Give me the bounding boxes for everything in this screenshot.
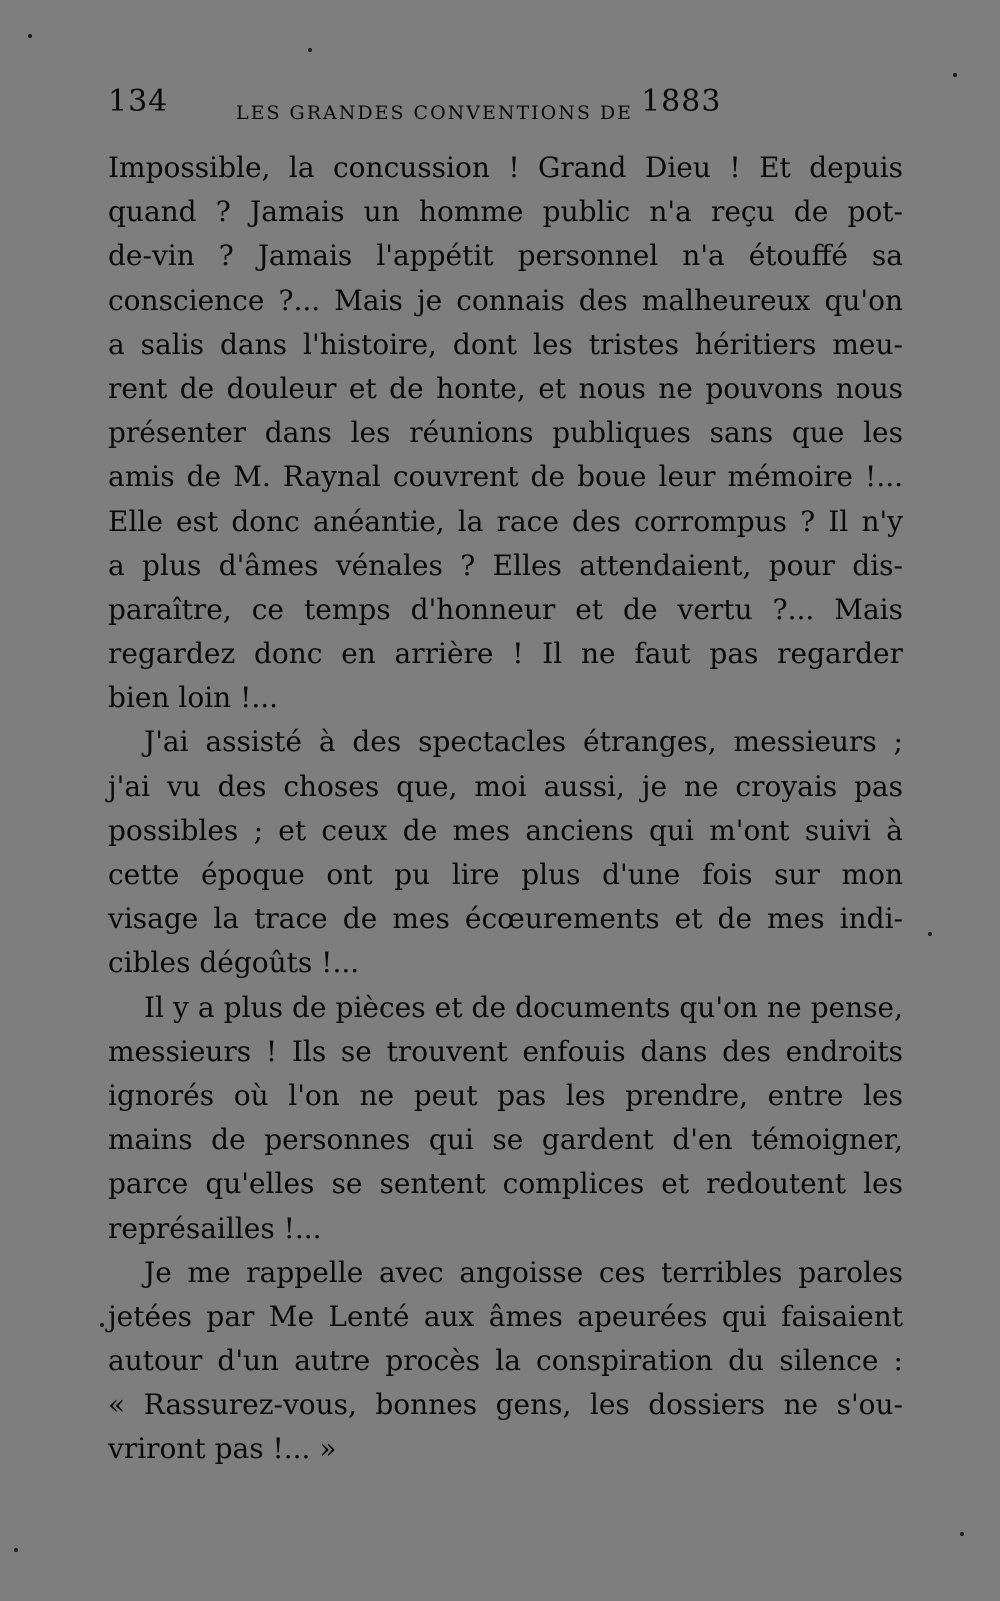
text-line: parce qu'elles se sentent complices et redoutent les xyxy=(108,1167,903,1201)
text-line: J'ai assisté à des spectacles étranges, messieurs ; xyxy=(144,725,903,759)
scan-speck xyxy=(28,34,32,38)
text-line: a salis dans l'histoire, dont les tristes héritiers meu- xyxy=(108,327,903,361)
text-line: vriront pas !... » xyxy=(108,1432,337,1466)
text-line: messieurs ! Ils se trouvent enfouis dans des endroits xyxy=(108,1034,903,1068)
text-line: représailles !... xyxy=(108,1211,322,1245)
scan-speck xyxy=(953,73,957,77)
page-header xyxy=(108,84,798,124)
text-line: a plus d'âmes vénales ? Elles attendaient, pour dis- xyxy=(108,548,903,582)
text-line: mains de personnes qui se gardent d'en témoigner, xyxy=(108,1123,903,1157)
text-line: j'ai vu des choses que, moi aussi, je ne croyais pas xyxy=(108,769,903,803)
text-line: Impossible, la concussion ! Grand Dieu ! Et depuis xyxy=(108,151,903,184)
scan-speck xyxy=(100,1323,104,1327)
text-line: amis de M. Raynal couvrent de boue leur mémoire !... xyxy=(108,460,903,494)
text-line: « Rassurez-vous, bonnes gens, les dossiers ne s'ou- xyxy=(108,1388,903,1422)
running-head xyxy=(236,84,722,127)
text-line: Elle est donc anéantie, la race des corrompus ? Il n'y xyxy=(108,504,903,538)
text-line: autour d'un autre procès la conspiration du silence : xyxy=(108,1344,903,1378)
text-line: bien loin !... xyxy=(108,681,279,715)
text-line: cette époque ont pu lire plus d'une fois sur mon xyxy=(108,858,903,891)
text-line: cibles dégoûts !... xyxy=(108,946,360,980)
text-line: présenter dans les réunions publiques sans que les xyxy=(108,416,903,450)
text-line: possibles ; et ceux de mes anciens qui m'ont suivi à xyxy=(108,813,903,847)
running-head-title: LES GRANDES CONVENTIONS DE xyxy=(236,102,634,124)
text-line: paraître, ce temps d'honneur et de vertu ?... Mais xyxy=(108,592,903,626)
running-head-year: 1883 xyxy=(641,84,722,119)
text-line: ignorés où l'on ne peut pas les prendre, entre les xyxy=(108,1078,903,1112)
scan-speck xyxy=(928,932,932,936)
text-line: quand ? Jamais un homme public n'a reçu de pot- xyxy=(108,195,903,229)
scan-speck xyxy=(308,48,312,52)
scan-speck xyxy=(960,1532,964,1536)
text-line: Il y a plus de pièces et de documents qu'on ne pense, xyxy=(144,990,903,1024)
text-line: jetées par Me Lenté aux âmes apeurées qui faisaient xyxy=(108,1299,903,1333)
text-line: rent de douleur et de honte, et nous ne pouvons nous xyxy=(108,371,903,405)
text-line: regardez donc en arrière ! Il ne faut pas regarder xyxy=(108,637,903,671)
body-text xyxy=(108,146,903,1472)
text-line: de-vin ? Jamais l'appétit personnel n'a étouffé sa xyxy=(108,239,903,273)
page-number: 134 xyxy=(108,84,169,119)
text-line: conscience ?... Mais je connais des malheureux qu'on xyxy=(108,283,903,317)
scan-speck xyxy=(14,1548,18,1552)
text-line: visage la trace de mes écœurements et de mes indi- xyxy=(108,902,903,936)
text-line: Je me rappelle avec angoisse ces terribles paroles xyxy=(144,1255,903,1289)
